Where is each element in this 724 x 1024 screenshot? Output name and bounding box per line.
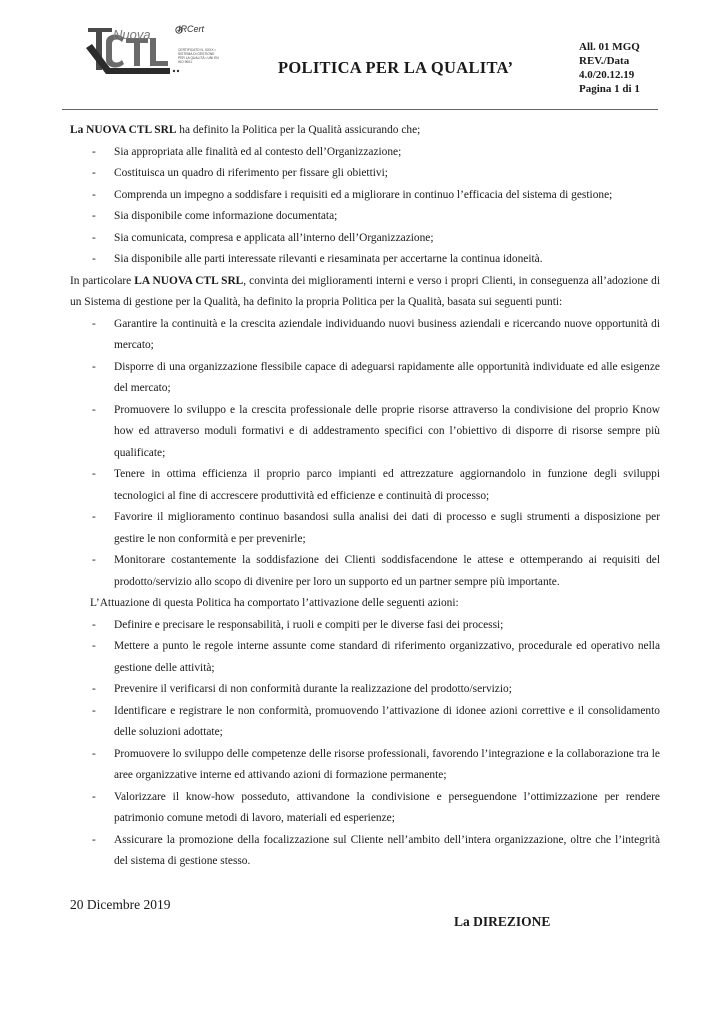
intro-company: La NUOVA CTL SRL (70, 124, 177, 136)
document-body (70, 120, 660, 873)
bullet-dash: - (92, 145, 96, 158)
list-item: - Disporre di una organizzazione flessibile capace di adeguarsi rapidamente alle opportunità individuate ed alle esigenze del mercato; (70, 357, 660, 400)
policy-points-list (70, 314, 660, 594)
bullet-dash: - (92, 231, 96, 244)
list-item: - Favorire il miglioramento continuo basandosi sulla analisi dei dati di processo e sugli strumenti a disposizione per gestire le non conformità e per prevenirle; (70, 507, 660, 550)
list-item: - Tenere in ottima efficienza il proprio parco impianti ed attrezzature aggiornandolo in funzione degli sviluppi tecnologici al fine di accrescere produttività ed efficienze e continuità di processo; (70, 464, 660, 507)
bullet-dash: - (92, 683, 96, 695)
list-item: - Identificare e registrare le non conformità, promuovendo l’attivazione di idonee azioni correttive e il consolidamento delle soluzioni adottate; (70, 701, 660, 744)
list-item: - Comprenda un impegno a soddisfare i requisiti ed a migliorare in continuo l’efficacia del sistema di gestione; (70, 185, 660, 207)
list-item: - Sia disponibile alle parti interessate rilevanti e riesaminata per accertarne la continua idoneità. (70, 249, 660, 271)
bullet-dash: - (92, 210, 96, 222)
signature: La DIREZIONE (454, 914, 551, 929)
list-item: - Sia disponibile come informazione documentata; (70, 206, 660, 228)
list-item: - Costituisca un quadro di riferimento per fissare gli obiettivi; (70, 163, 660, 185)
bullet-dash: - (92, 188, 96, 201)
certification-title: IRCert (178, 24, 205, 34)
bullet-dash: - (92, 253, 96, 265)
actions-list (70, 615, 660, 873)
document-header (0, 0, 724, 108)
document-date: 20 Dicembre 2019 (70, 897, 171, 912)
meta-reference: All. 01 MGQ (579, 41, 640, 53)
particular-paragraph: In particolare LA NUOVA CTL SRL, convinta dei miglioramenti interni e verso i propri Clienti, in conseguenza all’adozione di un Sistema di gestione per la Qualità, ha definito la propria Politica per la Qualità, basata sui seguenti punti: (70, 274, 660, 308)
bullet-dash: - (92, 403, 96, 416)
logo-wordmark: Nuova (113, 27, 151, 42)
intro-text: ha definito la Politica per la Qualità assicurando che; (176, 124, 421, 136)
list-item: - Definire e precisare le responsabilità, i ruoli e compiti per le diverse fasi dei processi; (70, 615, 660, 637)
list-item: - Sia appropriata alle finalità ed al contesto dell’Organizzazione; (70, 142, 660, 164)
meta-page-number: Pagina 1 di 1 (579, 83, 640, 95)
list-item: - Assicurare la promozione della focalizzazione sul Cliente nell’ambito dell’intera organizzazione, oltre che l’integrità del sistema di gestione stesso. (70, 830, 660, 873)
intro-list (70, 142, 660, 271)
intro-paragraph (70, 120, 660, 142)
list-item: - Promuovere lo sviluppo e la crescita professionale delle proprie risorse attraverso la condivisione del proprio Know how ed attraverso moduli formativi e di addestramento specifici con l’obiettivo di disporre di risorse sempre più qualificate; (70, 400, 660, 465)
list-item: - Valorizzare il know-how posseduto, attivandone la condivisione e perseguendone l’ottimizzazione per rendere patrimonio comune metodi di lavoro, materiali ed esperienze; (70, 787, 660, 830)
page-title: POLITICA PER LA QUALITA’ (278, 58, 514, 77)
list-item: - Monitorare costantemente la soddisfazione dei Clienti soddisfacendone le attese e ottemperando ai requisiti del prodotto/servizio allo scopo di divenire per loro un supporto ed un partner sempre più importante. (70, 550, 660, 593)
list-item: - Sia comunicata, compresa e applicata all’interno dell’Organizzazione; (70, 228, 660, 250)
bullet-dash: - (92, 554, 96, 566)
bullet-dash: - (92, 167, 96, 179)
certification-microtext: CERTIFICATO N. XXXX • SISTEMA DI GESTIONE PER LA QUALITÀ • UNI EN ISO 9001 (178, 48, 219, 64)
bullet-dash: - (92, 511, 96, 523)
bullet-dash: - (92, 747, 96, 760)
bullet-dash: - (92, 618, 96, 631)
bullet-dash: - (92, 317, 96, 330)
list-item: - Mettere a punto le regole interne assunte come standard di riferimento organizzativo, procedurale ed operativo nella gestione delle attività; (70, 636, 660, 679)
list-item: - Garantire la continuità e la crescita aziendale individuando nuovi business aziendali e ricercando nuove opportunità di mercato; (70, 314, 660, 357)
bullet-dash: - (92, 640, 96, 652)
particular-company: LA NUOVA CTL SRL (134, 274, 244, 287)
actions-intro: L’Attuazione di questa Politica ha comportato l’attivazione delle seguenti azioni: (90, 597, 459, 609)
list-item: - Prevenire il verificarsi di non conformità durante la realizzazione del prodotto/servizio; (70, 679, 660, 701)
bullet-dash: - (92, 360, 96, 373)
bullet-dash: - (92, 468, 96, 480)
bullet-dash: - (92, 704, 96, 717)
header-divider (62, 109, 658, 110)
bullet-dash: - (92, 790, 96, 803)
bullet-dash: - (92, 833, 96, 846)
meta-revision-label: REV./Data (579, 55, 630, 67)
list-item: - Promuovere lo sviluppo delle competenze delle risorse professionali, favorendo l’integrazione e la collaborazione tra le aree organizzative interne ed attivando azioni di formazione permanente; (70, 744, 660, 787)
document-meta (579, 40, 640, 96)
meta-revision-date: 4.0/20.12.19 (579, 69, 635, 81)
